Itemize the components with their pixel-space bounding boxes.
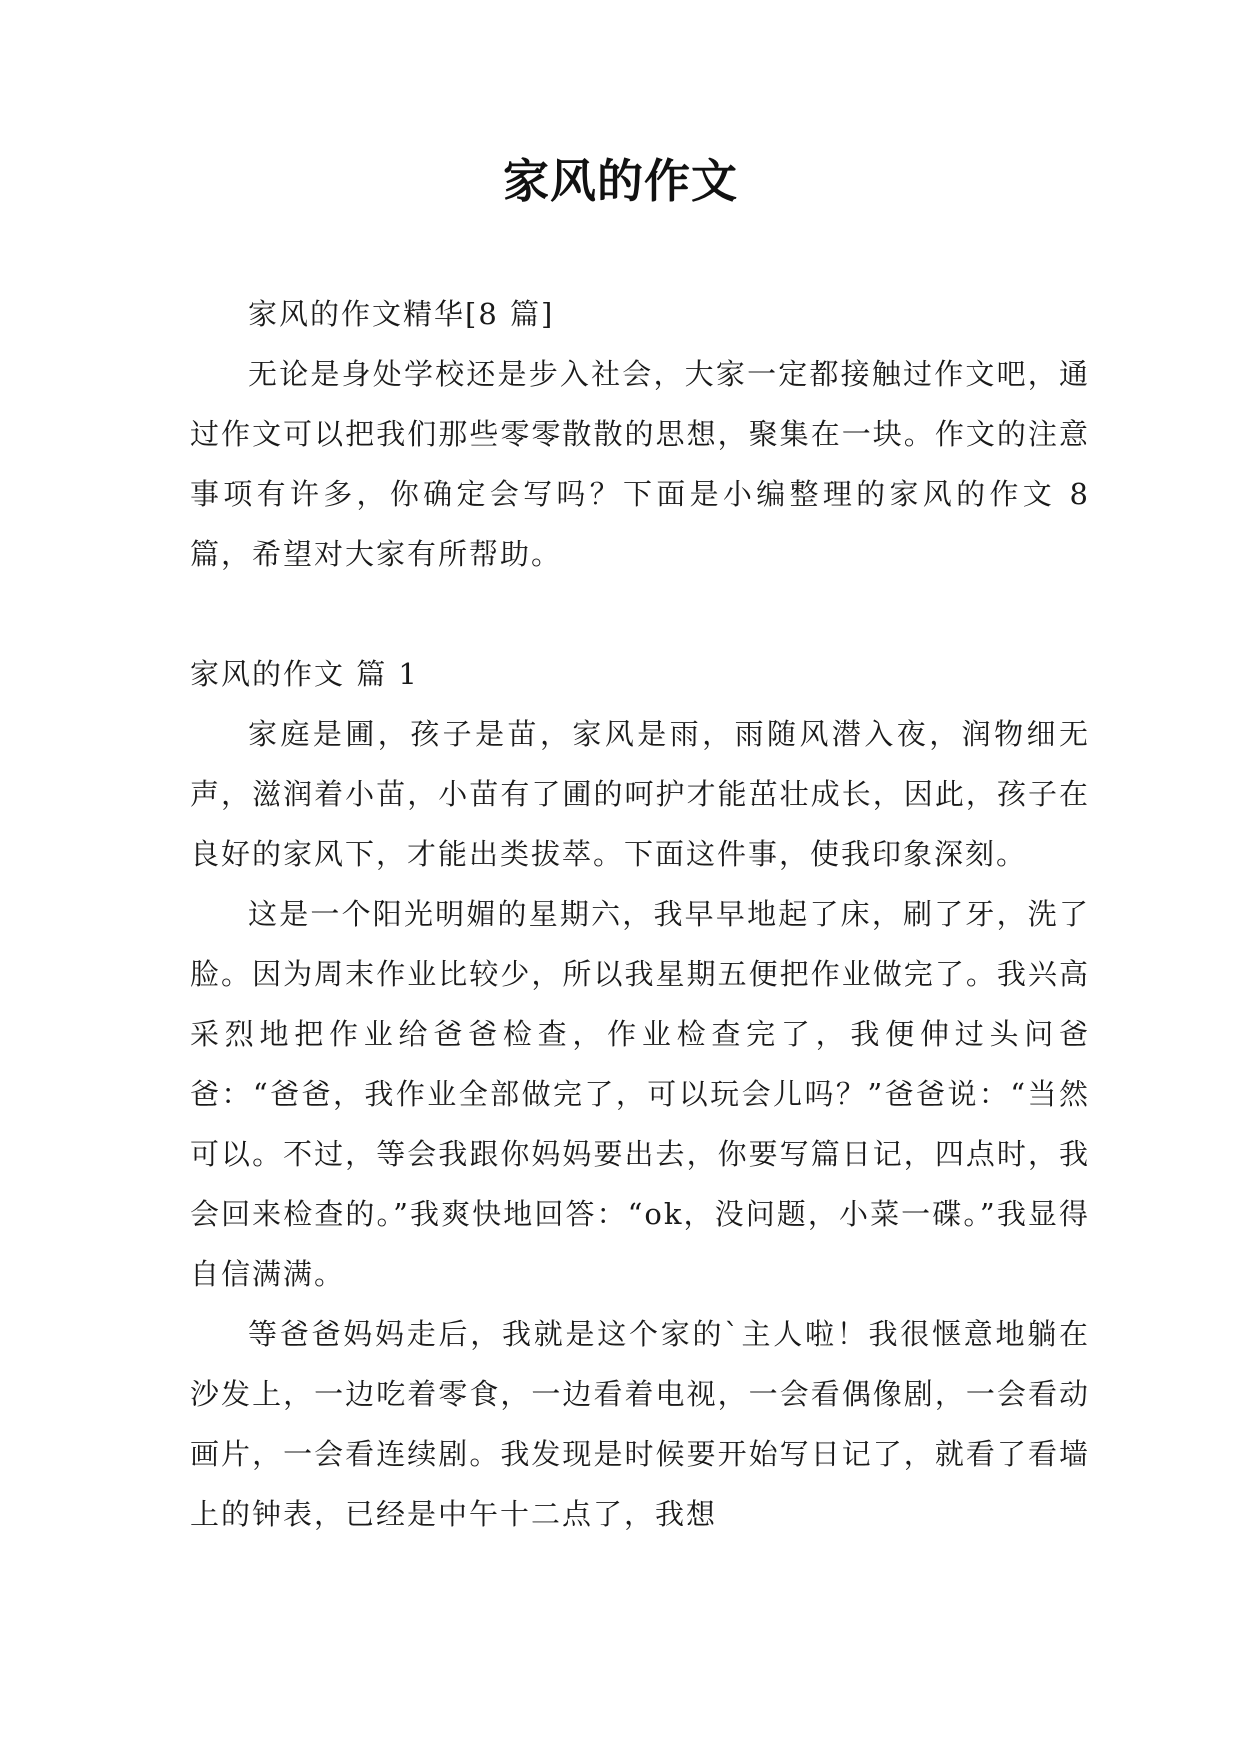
document-body — [190, 284, 1090, 1544]
document-title: 家风的作文 — [503, 154, 738, 208]
document-subtitle: 家风的作文精华[8 篇] — [248, 297, 555, 331]
section-heading: 家风的作文 篇 1 — [190, 657, 419, 691]
body-paragraph: 等爸爸妈妈走后，我就是这个家的`主人啦！我很惬意地躺在沙发上，一边吃着零食，一边看着电视，一会看偶像剧，一会看动画片，一会看连续剧。我发现是时候要开始写日记了，就看了看墙上的钟表，已经是中午十二点了，我想 — [190, 1317, 1090, 1531]
intro-paragraph: 无论是身处学校还是步入社会，大家一定都接触过作文吧，通过作文可以把我们那些零零散散的思想，聚集在一块。作文的注意事项有许多，你确定会写吗？下面是小编整理的家风的作文 8 篇，希望对大家有所帮助。 — [190, 357, 1090, 571]
body-paragraph: 这是一个阳光明媚的星期六，我早早地起了床，刷了牙，洗了脸。因为周末作业比较少，所以我星期五便把作业做完了。我兴高采烈地把作业给爸爸检查，作业检查完了，我便伸过头问爸爸：“爸爸，我作业全部做完了，可以玩会儿吗？”爸爸说：“当然可以。不过，等会我跟你妈妈要出去，你要写篇日记，四点时，我会回来检查的。”我爽快地回答：“ok，没问题，小菜一碟。”我显得自信满满。 — [190, 897, 1090, 1291]
body-paragraph: 家庭是圃，孩子是苗，家风是雨，雨随风潜入夜，润物细无声，滋润着小苗，小苗有了圃的呵护才能茁壮成长，因此，孩子在良好的家风下，才能出类拔萃。下面这件事，使我印象深刻。 — [190, 717, 1090, 871]
